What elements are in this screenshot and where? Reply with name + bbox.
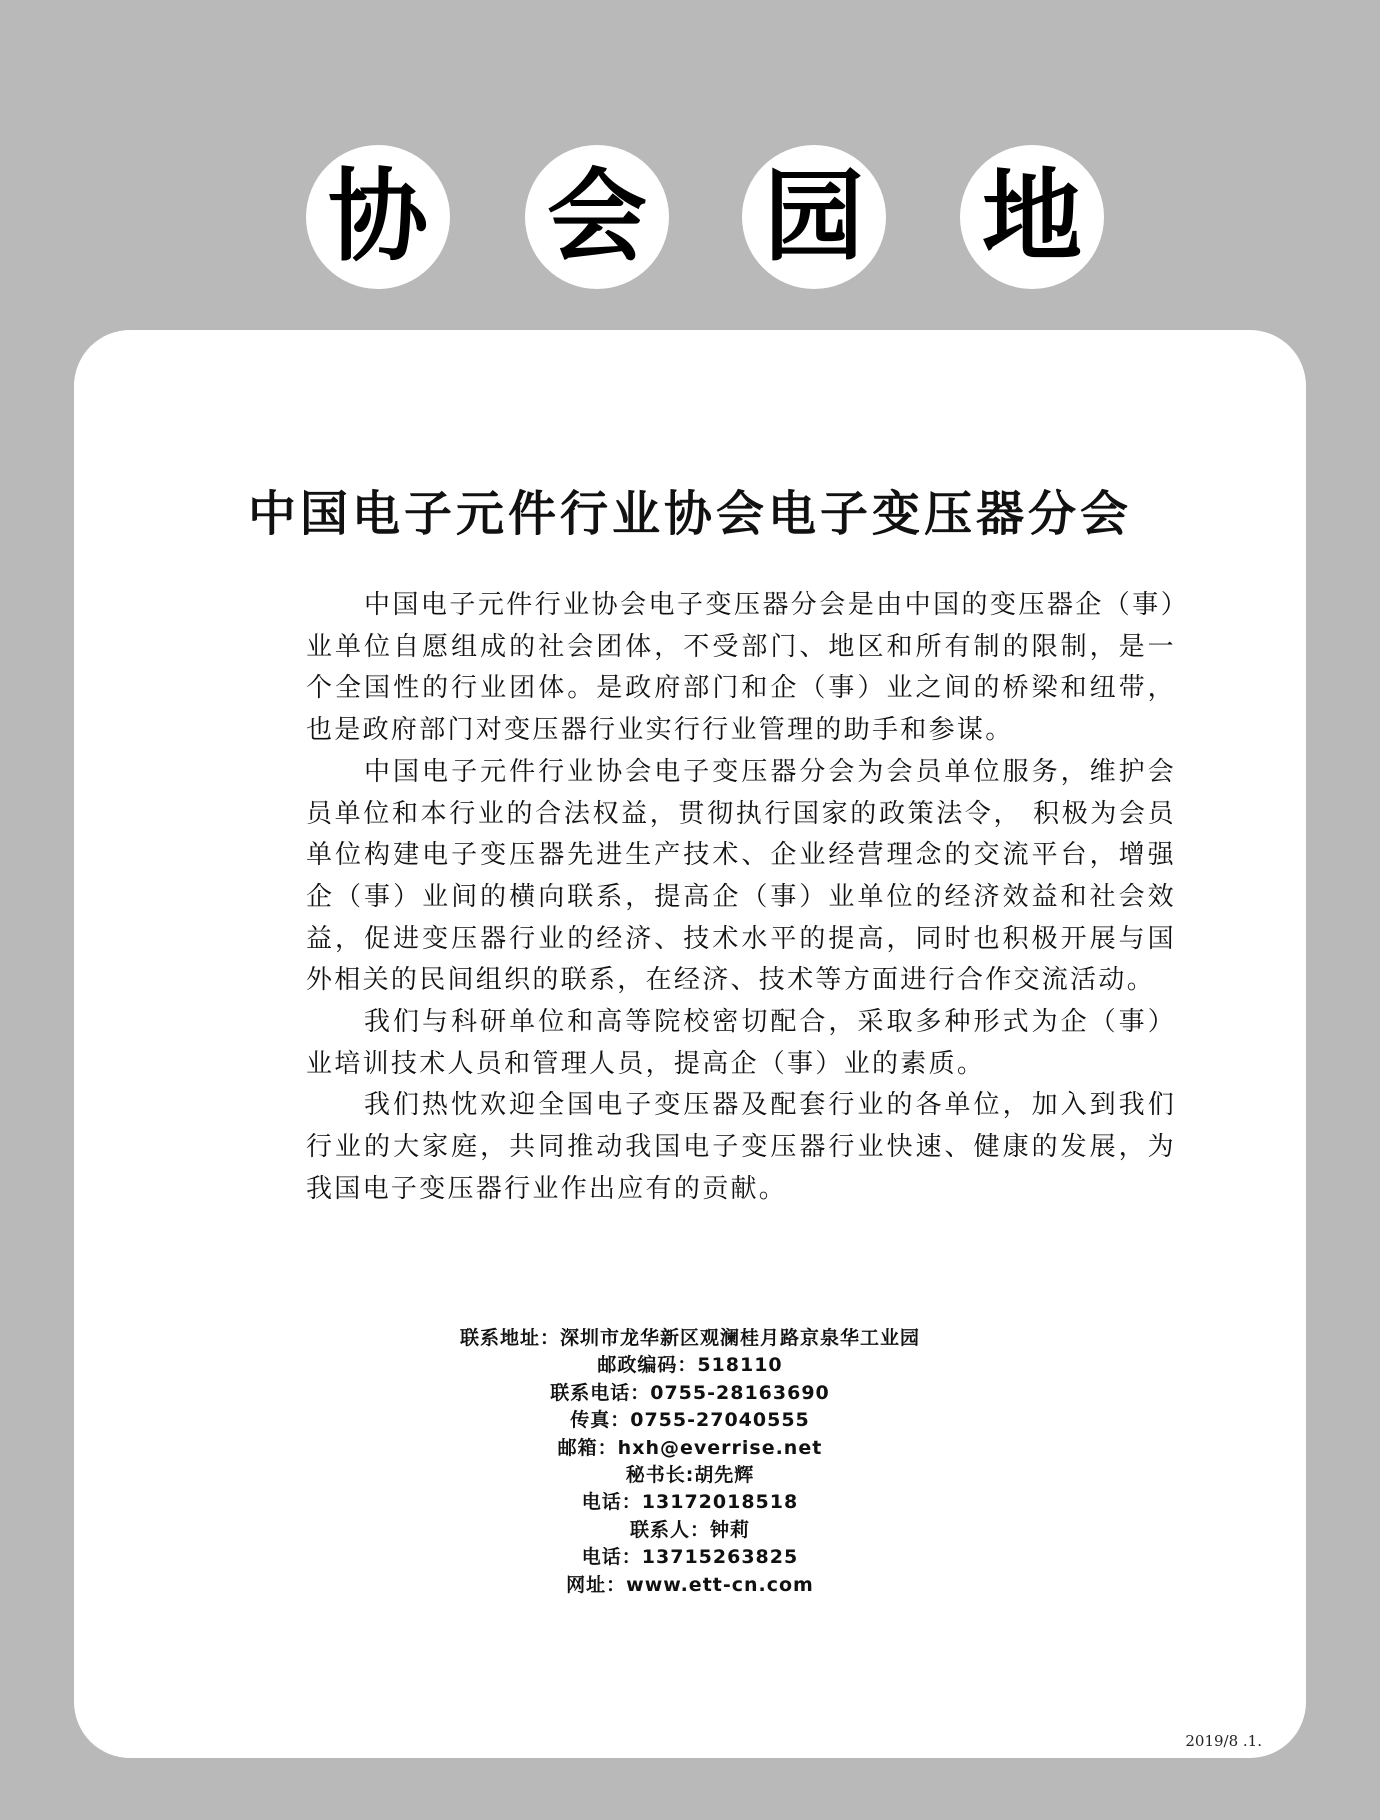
contact-secretary-phone: 电话：13172018518: [581, 1491, 799, 1514]
page-folio: 2019/8 .1.: [1185, 1732, 1262, 1750]
body-paragraph: 中国电子元件行业协会电子变压器分会为会员单位服务，维护会员单位和本行业的合法权益，贯彻执行国家的政策法令， 积极为会员单位构建电子变压器先进生产技术、企业经营理念的交流平台，增强企（事）业间的横向联系，提高企（事）业单位的经济效益和社会效益，促进变压器行业的经济、技术水平的提高，同时也积极开展与国外相关的民间组织的联系，在经济、技术等方面进行合作交流活动。: [306, 756, 1176, 996]
contact-secretary: 秘书长:胡先辉: [625, 1464, 755, 1487]
contact-fax: 传真：0755-27040555: [570, 1409, 810, 1432]
content-card: [74, 330, 1306, 1758]
body-paragraph: 我们热忱欢迎全国电子变压器及配套行业的各单位，加入到我们行业的大家庭，共同推动我国电子变压器行业快速、健康的发展，为我国电子变压器行业作出应有的贡献。: [306, 1090, 1176, 1204]
contact-website: 网址：www.ett-cn.com: [566, 1573, 814, 1596]
body-paragraph: 我们与科研单位和高等院校密切配合，采取多种形式为企（事）业培训技术人员和管理人员，提高企（事）业的素质。: [306, 1007, 1176, 1079]
masthead-char: 协: [328, 158, 428, 275]
contact-person-phone: 电话：13715263825: [581, 1546, 799, 1569]
masthead-badge: [742, 145, 886, 289]
contact-phone: 联系电话：0755-28163690: [550, 1381, 830, 1404]
contact-person: 联系人：钟莉: [629, 1518, 750, 1541]
article-body: [306, 585, 1176, 1211]
body-paragraph: 中国电子元件行业协会电子变压器分会是由中国的变压器企（事）业单位自愿组成的社会团体，不受部门、地区和所有制的限制，是一个全国性的行业团体。是政府部门和企（事）业之间的桥梁和纽带，也是政府部门对变压器行业实行行业管理的助手和参谋。: [306, 590, 1176, 746]
masthead-badge: [525, 145, 669, 289]
contact-postcode: 邮政编码：518110: [597, 1354, 783, 1377]
contact-email: 邮箱：hxh@everrise.net: [557, 1436, 823, 1459]
article-title: 中国电子元件行业协会电子变压器分会: [247, 486, 1132, 542]
masthead: [0, 145, 1380, 289]
masthead-badge: [306, 145, 450, 289]
masthead-char: 会: [547, 158, 647, 275]
masthead-badge: [960, 145, 1104, 289]
masthead-char: 园: [764, 158, 864, 275]
contact-address: 联系地址：深圳市龙华新区观澜桂月路京泉华工业园: [459, 1327, 920, 1349]
contact-block: [74, 1325, 1306, 1599]
masthead-char: 地: [982, 158, 1082, 275]
